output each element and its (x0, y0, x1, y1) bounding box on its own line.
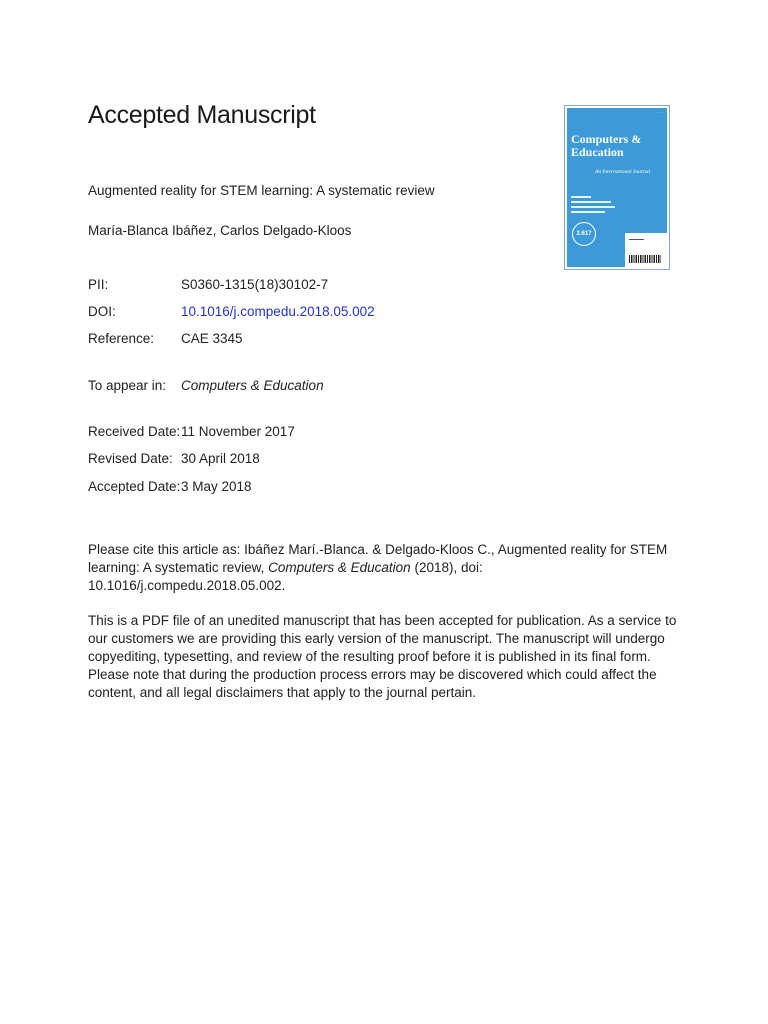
doi-link[interactable]: 10.1016/j.compedu.2018.05.002 (181, 304, 375, 319)
citation-prefix: Please cite this article as: Ibáñez Marí.-Blanca. & Delgado-Kloos C., Augmented reality for STEM learning: A systematic review, (88, 542, 668, 575)
cover-background (567, 108, 667, 267)
accepted-row (88, 479, 488, 497)
citation-suffix: (2018), doi: 10.1016/j.compedu.2018.05.002. (88, 560, 483, 593)
reference-row (88, 331, 488, 349)
pii-label: PII: (88, 277, 109, 292)
cover-availability-text: ▬▬▬▬▬ (629, 237, 644, 241)
disclaimer-paragraph: This is a PDF file of an unedited manuscript that has been accepted for publication. As a service to our customers we are providing this early version of the manuscript. The manuscript will undergo copyediting, typesetting, and review of the resulting proof before it is published in its final form. Please note that during the production process errors may be discovered which could affect the content, and all legal disclaimers that apply to the journal pertain. (88, 613, 677, 700)
appear-value: Computers & Education (181, 378, 324, 393)
cover-subtitle: An International Journal (595, 169, 650, 175)
journal-cover-image (564, 105, 670, 270)
cover-editors-text (571, 196, 626, 213)
received-value: 11 November 2017 (181, 424, 295, 439)
cover-journal-name: Computers & Education (571, 132, 642, 159)
barcode-icon (629, 255, 661, 263)
doi-row (88, 304, 488, 322)
revised-label: Revised Date: (88, 451, 173, 466)
pii-value: S0360-1315(18)30102-7 (181, 277, 329, 292)
accepted-label: Accepted Date: (88, 479, 181, 494)
cover-impact-badge: 2.617 (572, 222, 596, 246)
authors: María-Blanca Ibáñez, Carlos Delgado-Kloos (88, 223, 352, 238)
revised-row (88, 451, 488, 469)
pii-row (88, 277, 488, 295)
received-row (88, 424, 488, 442)
received-label: Received Date: (88, 424, 181, 439)
appear-row (88, 378, 488, 396)
citation-journal: Computers & Education (268, 560, 411, 575)
cover-issn-text: ····· (657, 111, 663, 115)
reference-label: Reference: (88, 331, 155, 346)
doi-label: DOI: (88, 304, 116, 319)
reference-value: CAE 3345 (181, 331, 243, 346)
appear-label: To appear in: (88, 378, 167, 393)
citation-paragraph (88, 541, 678, 595)
cover-barcode-panel (625, 233, 667, 267)
article-title: Augmented reality for STEM learning: A systematic review (88, 183, 435, 198)
accepted-value: 3 May 2018 (181, 479, 252, 494)
revised-value: 30 April 2018 (181, 451, 260, 466)
page-title: Accepted Manuscript (88, 101, 316, 129)
